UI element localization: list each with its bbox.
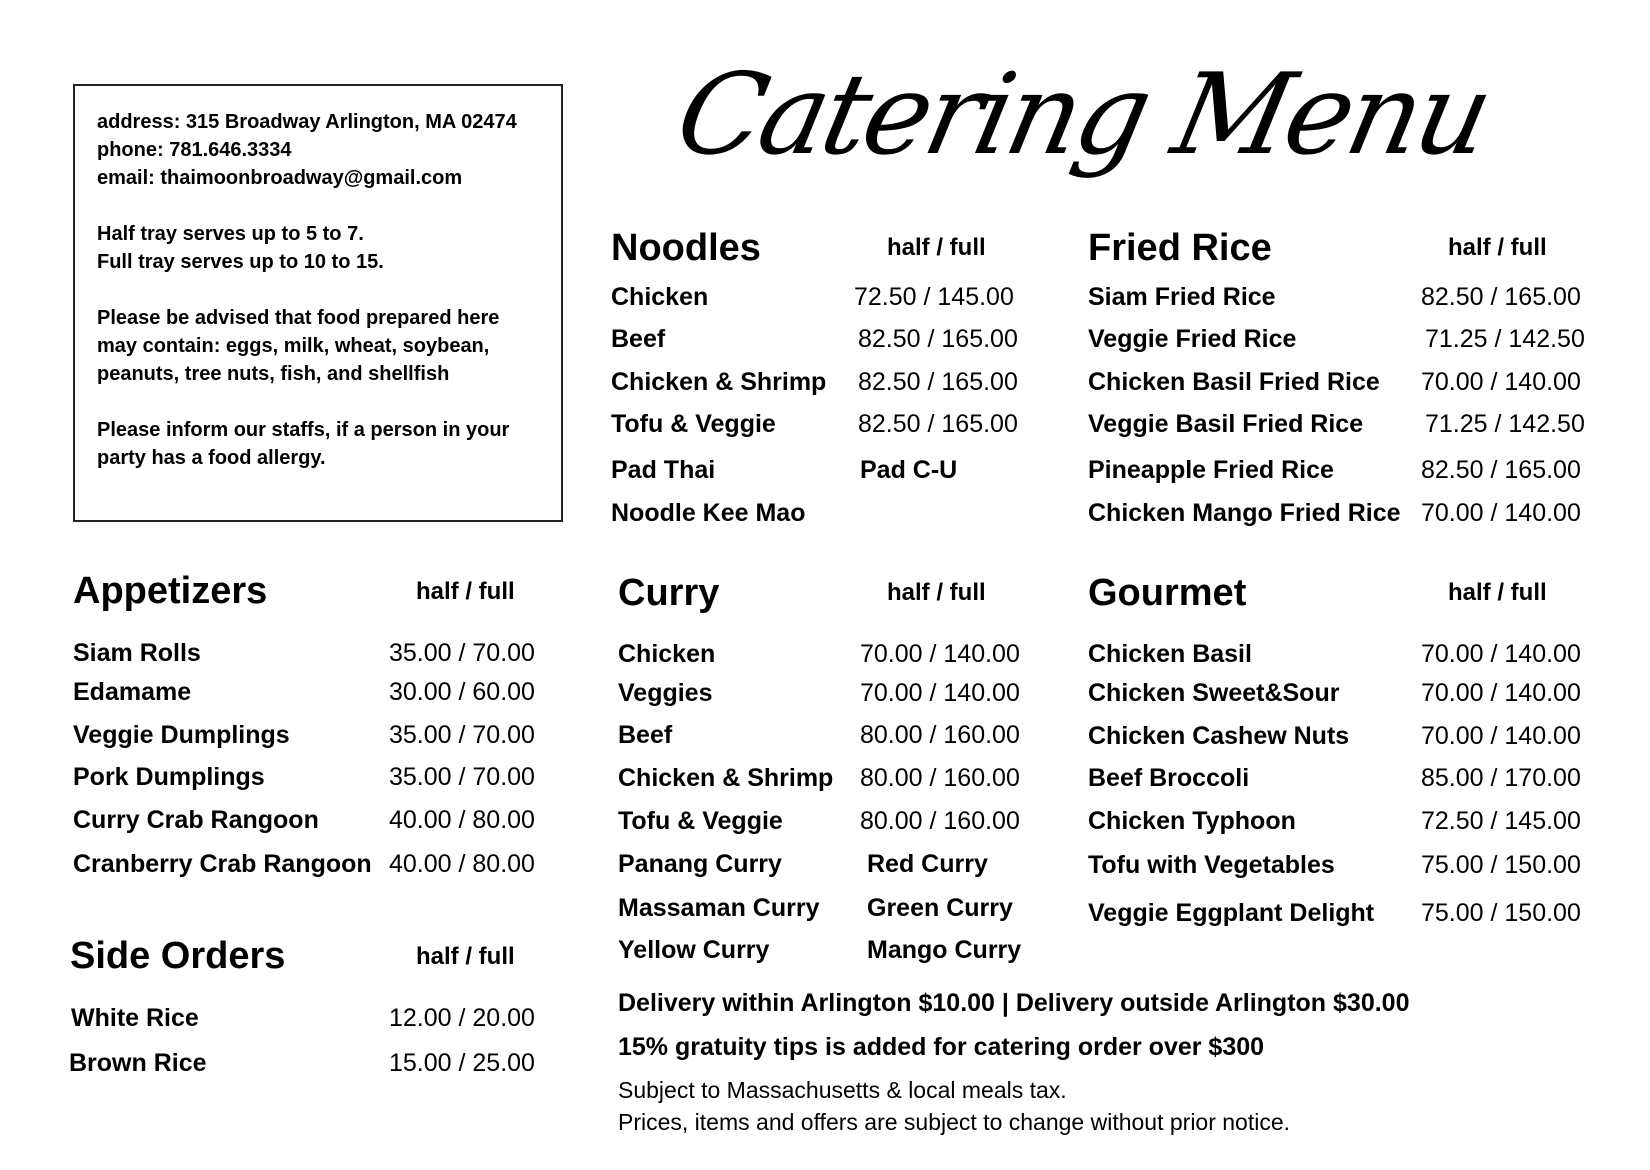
item-name: Cranberry Crab Rangoon <box>73 850 372 878</box>
item-price: 70.00 / 140.00 <box>1421 722 1581 750</box>
allergy-text-2: may contain: eggs, milk, wheat, soybean, <box>97 335 490 357</box>
item-price: 40.00 / 80.00 <box>389 806 535 834</box>
noodles-half-full: half / full <box>887 234 986 261</box>
curry-option: Massaman Curry <box>618 894 820 922</box>
item-name: White Rice <box>71 1004 199 1032</box>
full-tray-text: Full tray serves up to 10 to 15. <box>97 251 384 273</box>
phone-text: phone: 781.646.3334 <box>97 139 292 161</box>
item-price: 75.00 / 150.00 <box>1421 899 1581 927</box>
item-price: 70.00 / 140.00 <box>1421 640 1581 668</box>
item-price: 82.50 / 165.00 <box>858 368 1018 396</box>
item-name: Curry Crab Rangoon <box>73 806 319 834</box>
item-name: Beef Broccoli <box>1088 764 1250 792</box>
noodles-heading: Noodles <box>611 227 761 269</box>
item-name: Tofu with Vegetables <box>1088 851 1335 879</box>
item-price: 70.00 / 140.00 <box>1421 499 1581 527</box>
item-name: Veggies <box>618 679 713 707</box>
item-price: 15.00 / 25.00 <box>389 1049 535 1077</box>
item-name: Siam Fried Rice <box>1088 283 1276 311</box>
item-name: Chicken Basil Fried Rice <box>1088 368 1380 396</box>
item-price: 71.25 / 142.50 <box>1425 410 1585 438</box>
item-name: Chicken Cashew Nuts <box>1088 722 1350 750</box>
fried-rice-heading: Fried Rice <box>1088 227 1272 269</box>
item-price: 70.00 / 140.00 <box>860 640 1020 668</box>
gratuity-note: 15% gratuity tips is added for catering order over $300 <box>618 1033 1265 1061</box>
item-price: 82.50 / 165.00 <box>858 410 1018 438</box>
item-name: Brown Rice <box>69 1049 207 1077</box>
address-text: address: 315 Broadway Arlington, MA 02474 <box>97 111 517 133</box>
half-tray-text: Half tray serves up to 5 to 7. <box>97 223 364 245</box>
item-name: Veggie Dumplings <box>73 721 290 749</box>
gourmet-half-full: half / full <box>1448 579 1547 606</box>
item-name: Chicken <box>618 640 716 668</box>
page-title: Catering Menu <box>666 50 1500 180</box>
item-name: Tofu & Veggie <box>611 410 776 438</box>
item-price: 82.50 / 165.00 <box>1421 283 1581 311</box>
item-name: Chicken Mango Fried Rice <box>1088 499 1401 527</box>
curry-half-full: half / full <box>887 579 986 606</box>
item-name: Chicken Basil <box>1088 640 1252 668</box>
email-text: email: thaimoonbroadway@gmail.com <box>97 167 463 189</box>
item-name: Beef <box>611 325 666 353</box>
info-box <box>73 84 563 522</box>
item-name: Beef <box>618 721 673 749</box>
curry-option: Yellow Curry <box>618 936 770 964</box>
item-price: 35.00 / 70.00 <box>389 763 535 791</box>
side-orders-half-full: half / full <box>416 943 515 970</box>
curry-option: Mango Curry <box>867 936 1022 964</box>
item-price: 71.25 / 142.50 <box>1425 325 1585 353</box>
item-price: 30.00 / 60.00 <box>389 678 535 706</box>
item-price: 82.50 / 165.00 <box>1421 456 1581 484</box>
item-name: Tofu & Veggie <box>618 807 783 835</box>
inform-text-1: Please inform our staffs, if a person in your <box>97 419 510 441</box>
item-price: 72.50 / 145.00 <box>1421 807 1581 835</box>
item-price: 82.50 / 165.00 <box>858 325 1018 353</box>
curry-option: Panang Curry <box>618 850 782 878</box>
allergy-text-3: peanuts, tree nuts, fish, and shellfish <box>97 363 450 385</box>
item-name: Chicken Typhoon <box>1088 807 1296 835</box>
noodle-option: Pad Thai <box>611 456 716 484</box>
fried-rice-half-full: half / full <box>1448 234 1547 261</box>
item-name: Pork Dumplings <box>73 763 265 791</box>
curry-heading: Curry <box>618 572 720 614</box>
price-change-note: Prices, items and offers are subject to change without prior notice. <box>618 1109 1291 1135</box>
item-price: 80.00 / 160.00 <box>860 721 1020 749</box>
item-price: 72.50 / 145.00 <box>854 283 1014 311</box>
item-name: Pineapple Fried Rice <box>1088 456 1334 484</box>
inform-text-2: party has a food allergy. <box>97 447 326 469</box>
noodle-option: Noodle Kee Mao <box>611 499 806 527</box>
item-price: 70.00 / 140.00 <box>1421 679 1581 707</box>
appetizers-half-full: half / full <box>416 578 515 605</box>
item-name: Edamame <box>73 678 192 706</box>
item-name: Veggie Eggplant Delight <box>1088 899 1375 927</box>
item-price: 80.00 / 160.00 <box>860 764 1020 792</box>
side-orders-heading: Side Orders <box>70 935 286 977</box>
item-name: Veggie Basil Fried Rice <box>1088 410 1364 438</box>
item-name: Chicken <box>611 283 709 311</box>
item-price: 75.00 / 150.00 <box>1421 851 1581 879</box>
curry-option: Red Curry <box>867 850 988 878</box>
item-price: 80.00 / 160.00 <box>860 807 1020 835</box>
tax-note: Subject to Massachusetts & local meals tax. <box>618 1077 1067 1103</box>
item-price: 85.00 / 170.00 <box>1421 764 1581 792</box>
curry-option: Green Curry <box>867 894 1013 922</box>
allergy-text-1: Please be advised that food prepared here <box>97 307 500 329</box>
item-price: 70.00 / 140.00 <box>860 679 1020 707</box>
item-price: 40.00 / 80.00 <box>389 850 535 878</box>
item-name: Siam Rolls <box>73 639 201 667</box>
appetizers-heading: Appetizers <box>73 570 268 612</box>
gourmet-heading: Gourmet <box>1088 572 1247 614</box>
item-price: 70.00 / 140.00 <box>1421 368 1581 396</box>
item-name: Veggie Fried Rice <box>1088 325 1297 353</box>
delivery-note: Delivery within Arlington $10.00 | Delivery outside Arlington $30.00 <box>618 989 1410 1017</box>
item-name: Chicken & Shrimp <box>611 368 827 396</box>
item-name: Chicken & Shrimp <box>618 764 834 792</box>
item-price: 35.00 / 70.00 <box>389 639 535 667</box>
item-price: 35.00 / 70.00 <box>389 721 535 749</box>
noodle-option: Pad C-U <box>860 456 958 484</box>
item-name: Chicken Sweet&Sour <box>1088 679 1340 707</box>
item-price: 12.00 / 20.00 <box>389 1004 535 1032</box>
